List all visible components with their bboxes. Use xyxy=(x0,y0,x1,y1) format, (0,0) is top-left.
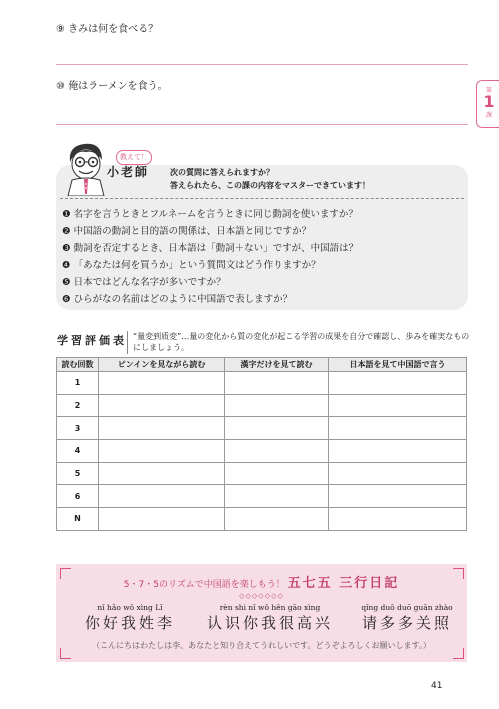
diary-phrase xyxy=(352,603,462,633)
teacher-illustration xyxy=(64,140,108,196)
teach-me-bubble: 教えて！ xyxy=(116,150,152,165)
column-header: ピンインを見ながら読む xyxy=(99,358,225,372)
question-number: ⑨ xyxy=(56,24,65,35)
table-row xyxy=(57,508,467,531)
check-cell[interactable] xyxy=(328,372,466,395)
check-cell[interactable] xyxy=(99,485,225,508)
hanzi: 你好我姓李 xyxy=(84,614,175,632)
diary-translation: （こんにちはわたしは李、あなたと知り合えてうれしいです。どうぞよろしくお願いします。） xyxy=(92,641,431,650)
check-cell[interactable] xyxy=(225,485,329,508)
evaluation-table xyxy=(56,357,467,531)
diary-subtitle: 5・7・5のリズムで中国語を楽しもう！ xyxy=(123,580,285,590)
page-number: 41 xyxy=(431,681,443,691)
answer-line xyxy=(56,124,468,125)
pinyin: qǐng duō duō guān zhào xyxy=(361,603,453,612)
check-cell[interactable] xyxy=(99,372,225,395)
check-cell[interactable] xyxy=(225,462,329,485)
table-row xyxy=(57,440,467,463)
pinyin: nǐ hǎo wǒ xìng Lǐ xyxy=(97,603,163,612)
question-number: ⑩ xyxy=(56,81,65,92)
checklist-item: ❺ 日本ではどんな名字が多いですか？ xyxy=(62,277,226,288)
checklist-item: ❹ 「あなたは何を買うか」という質問文はどう作りますか？ xyxy=(62,260,321,271)
check-cell[interactable] xyxy=(328,417,466,440)
check-cell[interactable] xyxy=(328,508,466,531)
check-cell[interactable] xyxy=(99,417,225,440)
hanzi: 请多多关照 xyxy=(361,614,452,632)
check-cell[interactable] xyxy=(225,508,329,531)
table-row xyxy=(57,485,467,508)
chapter-tab-prefix: 第 xyxy=(485,87,492,94)
answer-line xyxy=(56,64,468,65)
checklist-item: ❸ 動詞を否定するとき、日本語は「動詞＋ない」ですが、中国語は？ xyxy=(62,243,359,254)
check-cell[interactable] xyxy=(328,462,466,485)
check-cell[interactable] xyxy=(225,372,329,395)
question-9 xyxy=(56,20,158,35)
check-cell[interactable] xyxy=(225,394,329,417)
hanzi: 认识你我很高兴 xyxy=(206,614,333,632)
checklist-item: ❷ 中国語の動詞と目的語の関係は、日本語と同じですか？ xyxy=(62,226,312,237)
table-row xyxy=(57,462,467,485)
check-cell[interactable] xyxy=(328,440,466,463)
read-count: 4 xyxy=(57,440,99,463)
check-cell[interactable] xyxy=(328,485,466,508)
checklist-item: ❻ ひらがなの名前はどのように中国語で表しますか？ xyxy=(62,294,293,305)
check-cell[interactable] xyxy=(328,394,466,417)
check-cell[interactable] xyxy=(99,440,225,463)
table-header-row xyxy=(57,358,467,372)
question-text: きみは何を食べる？ xyxy=(68,24,159,35)
checklist-item: ❶ 名字を言うときとフルネームを言うときに同じ動詞を使いますか？ xyxy=(62,209,358,220)
read-count: N xyxy=(57,508,99,531)
pinyin: rèn shi nǐ wǒ hěn gāo xìng xyxy=(219,603,321,612)
read-count: 6 xyxy=(57,485,99,508)
read-count: 2 xyxy=(57,394,99,417)
evaluation-title: 学習評価表 xyxy=(57,334,127,347)
read-count: 3 xyxy=(57,417,99,440)
column-header: 日本語を見て中国語で言う xyxy=(328,358,466,372)
check-cell[interactable] xyxy=(225,417,329,440)
teacher-title: 小老師 xyxy=(107,165,150,179)
column-header: 漢字だけを見て読む xyxy=(225,358,329,372)
chapter-tab xyxy=(476,80,499,128)
chapter-tab-number: 1 xyxy=(483,92,495,111)
check-cell[interactable] xyxy=(99,508,225,531)
title-separator xyxy=(127,331,128,354)
diary-phrase xyxy=(190,603,350,633)
diary-phrase xyxy=(72,603,188,633)
diary-heading xyxy=(56,572,467,591)
read-count: 5 xyxy=(57,462,99,485)
column-header: 読む回数 xyxy=(57,358,99,372)
diary-title: 五七五 三行日記 xyxy=(287,576,400,591)
table-row xyxy=(57,372,467,395)
check-cell[interactable] xyxy=(99,394,225,417)
table-row xyxy=(57,394,467,417)
check-cell[interactable] xyxy=(225,440,329,463)
chapter-tab-suffix: 課 xyxy=(485,112,492,119)
check-cell[interactable] xyxy=(99,462,225,485)
dashed-divider xyxy=(60,198,464,199)
question-text: 俺はラーメンを食う。 xyxy=(68,81,168,92)
table-row xyxy=(57,417,467,440)
evaluation-description: “量変到质変”…量の変化から質の変化が起こる学習の成果を自分で確認し、歩みを確実なものにしましょう。 xyxy=(133,332,470,352)
teacher-line-1: 次の質問に答えられますか？ xyxy=(170,168,274,177)
teacher-line-2: 答えられたら、この課の内容をマスターできています！ xyxy=(170,181,370,190)
diamond-divider: ◇◇◇◇◇◇◇ xyxy=(239,592,284,600)
question-10 xyxy=(56,77,168,92)
read-count: 1 xyxy=(57,372,99,395)
